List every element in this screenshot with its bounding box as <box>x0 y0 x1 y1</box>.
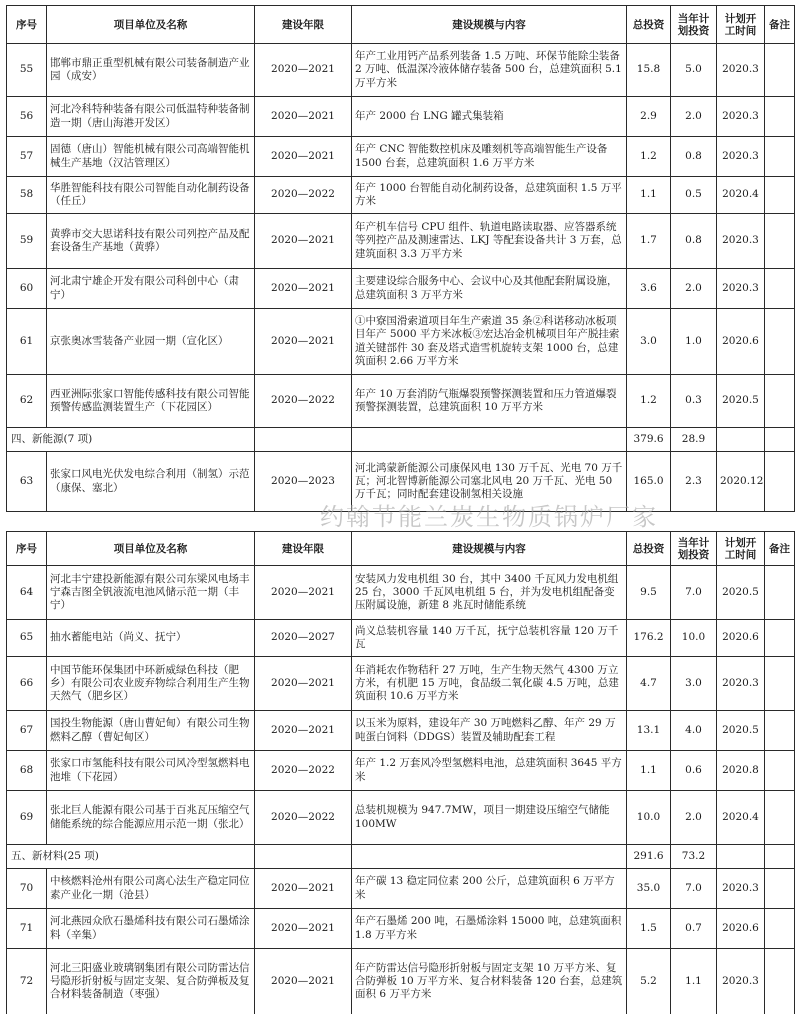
cell-name: 张家口风电光伏发电综合利用（制氢）示范（康保、塞北） <box>47 452 255 512</box>
cell-start: 2020.3 <box>717 949 765 1014</box>
cell-name: 京张奥冰雪装备产业园一期（宣化区） <box>47 309 255 375</box>
cell-no: 68 <box>7 751 47 791</box>
cell-total: 15.8 <box>627 44 671 97</box>
table-row <box>7 97 795 137</box>
cell-years: 2020—2021 <box>255 566 352 620</box>
cell-no: 61 <box>7 309 47 375</box>
table-row <box>7 711 795 751</box>
cell-note <box>765 566 795 620</box>
cell-plan: 3.0 <box>671 657 717 711</box>
cell-plan: 0.5 <box>671 177 717 214</box>
category-label: 五、新材料(25 项) <box>7 845 255 869</box>
cell-total: 1.1 <box>627 751 671 791</box>
header-plan: 当年计划投资 <box>671 532 717 566</box>
cell-name: 中核燃料沧州有限公司离心法生产稳定同位素产业化一期（沧县） <box>47 869 255 909</box>
cell-plan: 0.6 <box>671 751 717 791</box>
cell-scale: 年消耗农作物秸秆 27 万吨，生产生物天然气 4300 万立方米，有机肥 15 万吨，食品级二氧化碳 4.5 万吨，总建筑面积 10.6 万平方米 <box>352 657 627 711</box>
cell-start: 2020.4 <box>717 177 765 214</box>
cell-name: 河北冷科特种装备有限公司低温特种装备制造一期（唐山海港开发区） <box>47 97 255 137</box>
cell-start: 2020.6 <box>717 620 765 657</box>
table-row <box>7 214 795 269</box>
table-header-row <box>7 6 795 44</box>
cell-note <box>765 214 795 269</box>
cell-start: 2020.3 <box>717 214 765 269</box>
cell-total: 1.5 <box>627 909 671 949</box>
cell-note <box>765 375 795 428</box>
cell-start: 2020.3 <box>717 657 765 711</box>
cell-years: 2020—2022 <box>255 751 352 791</box>
cell-total: 1.1 <box>627 177 671 214</box>
category-row <box>7 845 795 869</box>
cell-name: 华胜智能科技有限公司智能自动化制药设备（任丘） <box>47 177 255 214</box>
header-total: 总投资 <box>627 532 671 566</box>
cell-note <box>765 137 795 177</box>
cell-no: 56 <box>7 97 47 137</box>
cell-years: 2020—2021 <box>255 657 352 711</box>
cell-note <box>765 909 795 949</box>
table-row <box>7 791 795 845</box>
cell-total: 3.6 <box>627 269 671 309</box>
table-row <box>7 620 795 657</box>
category-plan: 73.2 <box>671 845 717 869</box>
table-row <box>7 566 795 620</box>
cell-start: 2020.6 <box>717 909 765 949</box>
cell-no: 62 <box>7 375 47 428</box>
cell-no: 67 <box>7 711 47 751</box>
cell-start: 2020.3 <box>717 269 765 309</box>
header-scale: 建设规模与内容 <box>352 532 627 566</box>
cell-total: 9.5 <box>627 566 671 620</box>
table-row <box>7 657 795 711</box>
category-plan: 28.9 <box>671 428 717 452</box>
cell-scale: 年产工业用钙产品系列装备 1.5 万吨、环保节能除尘装备 2 万吨、低温深冷液体储存装备 500 台，总建筑面积 5.1 万平方米 <box>352 44 627 97</box>
cell-note <box>765 791 795 845</box>
cell-scale: 以玉米为原料，建设年产 30 万吨燃料乙醇、年产 29 万吨蛋白饲料（DDGS）装置及辅助配套工程 <box>352 711 627 751</box>
cell-scale: 年产 1.2 万套风冷型氢燃料电池，总建筑面积 3645 平方米 <box>352 751 627 791</box>
table-row <box>7 177 795 214</box>
header-years: 建设年限 <box>255 532 352 566</box>
category-total: 379.6 <box>627 428 671 452</box>
header-note: 备注 <box>765 6 795 44</box>
cell-name: 国投生物能源（唐山曹妃甸）有限公司生物燃料乙醇（曹妃甸区） <box>47 711 255 751</box>
cell-note <box>765 309 795 375</box>
project-table-top <box>6 5 795 512</box>
cell-plan: 0.8 <box>671 214 717 269</box>
cell-total: 176.2 <box>627 620 671 657</box>
cell-scale: 年产机车信号 CPU 组件、轨道电路读取器、应答器系统等列控产品及测速雷达、LKJ 等配套设备共计 3 万套，总建筑面积 3.3 万平方米 <box>352 214 627 269</box>
cell-years: 2020—2021 <box>255 44 352 97</box>
header-scale: 建设规模与内容 <box>352 6 627 44</box>
cell-note <box>765 269 795 309</box>
header-plan: 当年计划投资 <box>671 6 717 44</box>
header-no: 序号 <box>7 6 47 44</box>
table-row <box>7 375 795 428</box>
cell-total: 2.9 <box>627 97 671 137</box>
cell-no: 66 <box>7 657 47 711</box>
category-label: 四、新能源(7 项) <box>7 428 255 452</box>
table-row <box>7 269 795 309</box>
table-row <box>7 909 795 949</box>
cell-total: 35.0 <box>627 869 671 909</box>
cell-plan: 1.1 <box>671 949 717 1014</box>
cell-note <box>765 177 795 214</box>
cell-note <box>765 620 795 657</box>
cell-name: 河北三阳盛业玻璃钢集团有限公司防雷达信号隐形折射板与固定支架、复合防弹板及复合材料装备制造（枣强） <box>47 949 255 1014</box>
project-table-bottom <box>6 531 795 1014</box>
cell-years: 2020—2021 <box>255 97 352 137</box>
cell-start: 2020.3 <box>717 869 765 909</box>
cell-note <box>765 751 795 791</box>
category-row <box>7 428 795 452</box>
cell-total: 10.0 <box>627 791 671 845</box>
cell-scale: 河北鸿蒙新能源公司康保风电 130 万千瓦、光电 70 万千瓦；河北智博新能源公司塞北风电 20 万千瓦、光电 50 万千瓦；同时配套建设制氢相关设施 <box>352 452 627 512</box>
cell-years: 2020—2022 <box>255 177 352 214</box>
cell-total: 4.7 <box>627 657 671 711</box>
cell-total: 5.2 <box>627 949 671 1014</box>
cell-scale: 总装机规模为 947.7MW，项目一期建设压缩空气储能 100MW <box>352 791 627 845</box>
header-note: 备注 <box>765 532 795 566</box>
table-row <box>7 751 795 791</box>
table-row <box>7 44 795 97</box>
category-total: 291.6 <box>627 845 671 869</box>
cell-total: 13.1 <box>627 711 671 751</box>
cell-scale: 年产 10 万套消防气瓶爆裂预警探测装置和压力管道爆裂预警探测装置，总建筑面积 10 万平方米 <box>352 375 627 428</box>
cell-start: 2020.5 <box>717 375 765 428</box>
cell-no: 64 <box>7 566 47 620</box>
cell-start: 2020.3 <box>717 44 765 97</box>
cell-name: 张家口市氢能科技有限公司风冷型氢燃料电池堆（下花园） <box>47 751 255 791</box>
cell-scale: 年产 1000 台智能自动化制药设备，总建筑面积 1.5 万平方米 <box>352 177 627 214</box>
watermark-text: 约翰节能兰炭生物质锅炉厂家 <box>320 503 658 531</box>
cell-start: 2020.8 <box>717 751 765 791</box>
cell-years: 2020—2023 <box>255 452 352 512</box>
cell-note <box>765 711 795 751</box>
table-row <box>7 137 795 177</box>
cell-name: 邯郸市鼎正重型机械有限公司装备制造产业园（成安） <box>47 44 255 97</box>
cell-no: 59 <box>7 214 47 269</box>
cell-plan: 2.0 <box>671 791 717 845</box>
cell-no: 69 <box>7 791 47 845</box>
cell-plan: 2.0 <box>671 97 717 137</box>
cell-name: 固德（唐山）智能机械有限公司高端智能机械生产基地（汉沽管理区） <box>47 137 255 177</box>
cell-start: 2020.12 <box>717 452 765 512</box>
cell-scale: 年产碳 13 稳定同位素 200 公斤，总建筑面积 6 万平方米 <box>352 869 627 909</box>
cell-no: 70 <box>7 869 47 909</box>
cell-start: 2020.6 <box>717 309 765 375</box>
cell-start: 2020.3 <box>717 137 765 177</box>
header-start: 计划开工时间 <box>717 6 765 44</box>
cell-no: 55 <box>7 44 47 97</box>
cell-years: 2020—2021 <box>255 214 352 269</box>
cell-plan: 0.8 <box>671 137 717 177</box>
cell-start: 2020.4 <box>717 791 765 845</box>
cell-name: 张北巨人能源有限公司基于百兆瓦压缩空气储能系统的综合能源应用示范一期（张北） <box>47 791 255 845</box>
table-header-row <box>7 532 795 566</box>
cell-years: 2020—2021 <box>255 949 352 1014</box>
cell-scale: 年产防雷达信号隐形折射板与固定支架 10 万平方米、复合防弹板 10 万平方米、复合材料装备 120 台套，总建筑面积 6 万平方米 <box>352 949 627 1014</box>
header-name: 项目单位及名称 <box>47 6 255 44</box>
cell-years: 2020—2021 <box>255 269 352 309</box>
cell-name: 黄骅市交大思诺科技有限公司列控产品及配套设备生产基地（黄骅） <box>47 214 255 269</box>
cell-scale: 安装风力发电机组 30 台，其中 3400 千瓦风力发电机组 25 台，3000 千瓦风电机组 5 台，并为发电机组配备变压附属设施，新建 8 兆瓦时储能系统 <box>352 566 627 620</box>
cell-plan: 7.0 <box>671 869 717 909</box>
cell-scale: ①中寮国滑索道项目年生产索道 35 条②科诺移动冰板项目年产 5000 平方米冰板③宏达冶金机械项目年产脱挂索道关键部件 30 套及塔式造雪机旋转支架 1000 台，总建筑面积 2.66 万平方米 <box>352 309 627 375</box>
cell-plan: 5.0 <box>671 44 717 97</box>
cell-scale: 年产 CNC 智能数控机床及雕刻机等高端智能生产设备 1500 台套，总建筑面积 1.6 万平方米 <box>352 137 627 177</box>
cell-total: 165.0 <box>627 452 671 512</box>
header-name: 项目单位及名称 <box>47 532 255 566</box>
cell-no: 65 <box>7 620 47 657</box>
cell-years: 2020—2027 <box>255 620 352 657</box>
cell-no: 72 <box>7 949 47 1014</box>
cell-name: 河北肃宁雄企开发有限公司科创中心（肃宁） <box>47 269 255 309</box>
cell-years: 2020—2021 <box>255 869 352 909</box>
table-row <box>7 949 795 1014</box>
cell-name: 西亚洲际张家口智能传感科技有限公司智能预警传感监测装置生产（下花园区） <box>47 375 255 428</box>
cell-no: 71 <box>7 909 47 949</box>
cell-plan: 7.0 <box>671 566 717 620</box>
cell-years: 2020—2022 <box>255 375 352 428</box>
cell-total: 1.2 <box>627 375 671 428</box>
cell-plan: 1.0 <box>671 309 717 375</box>
cell-name: 中国节能环保集团中环新威绿色科技（肥乡）有限公司农业废弃物综合利用生产生物天然气（肥乡区） <box>47 657 255 711</box>
cell-start: 2020.3 <box>717 97 765 137</box>
cell-start: 2020.5 <box>717 711 765 751</box>
cell-plan: 0.7 <box>671 909 717 949</box>
cell-years: 2020—2021 <box>255 711 352 751</box>
cell-plan: 2.3 <box>671 452 717 512</box>
cell-total: 3.0 <box>627 309 671 375</box>
cell-start: 2020.5 <box>717 566 765 620</box>
header-no: 序号 <box>7 532 47 566</box>
cell-note <box>765 657 795 711</box>
cell-no: 60 <box>7 269 47 309</box>
cell-note <box>765 949 795 1014</box>
cell-no: 63 <box>7 452 47 512</box>
header-start: 计划开工时间 <box>717 532 765 566</box>
cell-years: 2020—2022 <box>255 791 352 845</box>
cell-total: 1.2 <box>627 137 671 177</box>
cell-name: 河北丰宁建投新能源有限公司东梁风电场丰宁森吉图全钒液流电池风储示范一期（丰宁） <box>47 566 255 620</box>
header-years: 建设年限 <box>255 6 352 44</box>
cell-name: 抽水蓄能电站（尚义、抚宁） <box>47 620 255 657</box>
cell-note <box>765 869 795 909</box>
cell-no: 57 <box>7 137 47 177</box>
cell-years: 2020—2021 <box>255 137 352 177</box>
cell-scale: 年产石墨烯 200 吨，石墨烯涂料 15000 吨，总建筑面积 1.8 万平方米 <box>352 909 627 949</box>
cell-plan: 4.0 <box>671 711 717 751</box>
table-row <box>7 869 795 909</box>
cell-no: 58 <box>7 177 47 214</box>
cell-plan: 0.3 <box>671 375 717 428</box>
cell-note <box>765 97 795 137</box>
cell-scale: 尚义总装机容量 140 万千瓦，抚宁总装机容量 120 万千瓦 <box>352 620 627 657</box>
cell-plan: 10.0 <box>671 620 717 657</box>
cell-total: 1.7 <box>627 214 671 269</box>
cell-scale: 年产 2000 台 LNG 罐式集装箱 <box>352 97 627 137</box>
cell-name: 河北燕园众欣石墨烯科技有限公司石墨烯涂料（辛集） <box>47 909 255 949</box>
cell-plan: 2.0 <box>671 269 717 309</box>
header-total: 总投资 <box>627 6 671 44</box>
cell-note <box>765 44 795 97</box>
cell-scale: 主要建设综合服务中心、会议中心及其他配套附属设施，总建筑面积 3 万平方米 <box>352 269 627 309</box>
cell-years: 2020—2021 <box>255 309 352 375</box>
cell-years: 2020—2021 <box>255 909 352 949</box>
table-row <box>7 309 795 375</box>
